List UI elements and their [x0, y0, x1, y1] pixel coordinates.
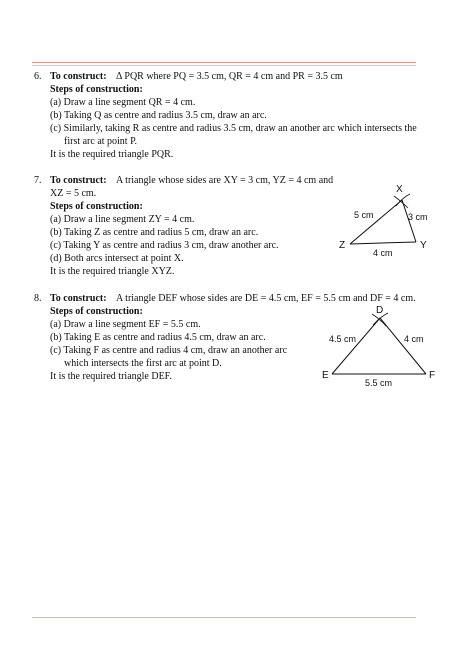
side-de-label: 4.5 cm [329, 334, 357, 344]
vertex-z-label: Z [339, 240, 346, 251]
steps-title: Steps of construction: [50, 306, 143, 317]
step-b: (b) Taking Q as centre and radius 3.5 cm, draw an arc. [50, 110, 267, 121]
construction-statement: A triangle DEF whose sides are DE = 4.5 cm, EF = 5.5 cm and DF = 4 cm. [116, 293, 416, 304]
step-b: (b) Taking E as centre and radius 4.5 cm, draw an arc. [50, 332, 266, 343]
side-df-label: 4 cm [404, 334, 424, 344]
construction-statement-continued: XZ = 5 cm. [50, 188, 97, 199]
steps-title: Steps of construction: [50, 201, 143, 212]
vertex-d-label: D [376, 305, 384, 316]
arc-from-z [394, 196, 408, 208]
conclusion: It is the required triangle XYZ. [50, 266, 175, 277]
conclusion: It is the required triangle DEF. [50, 371, 172, 382]
step-a: (a) Draw a line segment QR = 4 cm. [50, 97, 196, 108]
question-number: 6. [34, 71, 42, 82]
triangle-xyz-figure [330, 178, 450, 262]
step-c: (c) Taking Y as centre and radius 3 cm, draw another arc. [50, 240, 279, 251]
side-zy-line [350, 242, 416, 244]
step-c: (c) Taking F as centre and radius 4 cm, draw an another arc [50, 345, 288, 356]
step-d: (d) Both arcs intersect at point X. [50, 253, 184, 264]
construction-statement: Δ PQR where PQ = 3.5 cm, QR = 4 cm and PR = 3.5 cm [116, 71, 343, 82]
construction-statement: A triangle whose sides are XY = 3 cm, YZ = 4 cm and [116, 175, 334, 186]
triangle-def-figure [318, 304, 440, 390]
vertex-e-label: E [322, 370, 329, 381]
footer-rule [32, 617, 416, 619]
side-ef-label: 5.5 cm [365, 378, 393, 388]
step-a: (a) Draw a line segment ZY = 4 cm. [50, 214, 195, 225]
side-xz-label: 5 cm [354, 210, 374, 220]
to-construct-heading: To construct: [50, 175, 107, 186]
step-b: (b) Taking Z as centre and radius 5 cm, draw an arc. [50, 227, 259, 238]
step-c: (c) Similarly, taking R as centre and radius 3.5 cm, draw an another arc which intersects the [50, 123, 417, 134]
question-number: 7. [34, 175, 42, 186]
header-rule [32, 62, 416, 66]
step-c-continued: first arc at point P. [64, 136, 138, 147]
to-construct-heading: To construct: [50, 71, 107, 82]
side-zy-label: 4 cm [373, 248, 393, 258]
vertex-x-label: X [396, 184, 403, 195]
triangle-sides-ed-df [332, 318, 426, 374]
step-a: (a) Draw a line segment EF = 5.5 cm. [50, 319, 201, 330]
conclusion: It is the required triangle PQR. [50, 149, 174, 160]
question-number: 8. [34, 293, 42, 304]
vertex-f-label: F [429, 370, 436, 381]
to-construct-heading: To construct: [50, 293, 107, 304]
side-xy-label: 3 cm [408, 212, 428, 222]
vertex-y-label: Y [420, 240, 427, 251]
steps-title: Steps of construction: [50, 84, 143, 95]
step-c-continued: which intersects the first arc at point D. [64, 358, 222, 369]
